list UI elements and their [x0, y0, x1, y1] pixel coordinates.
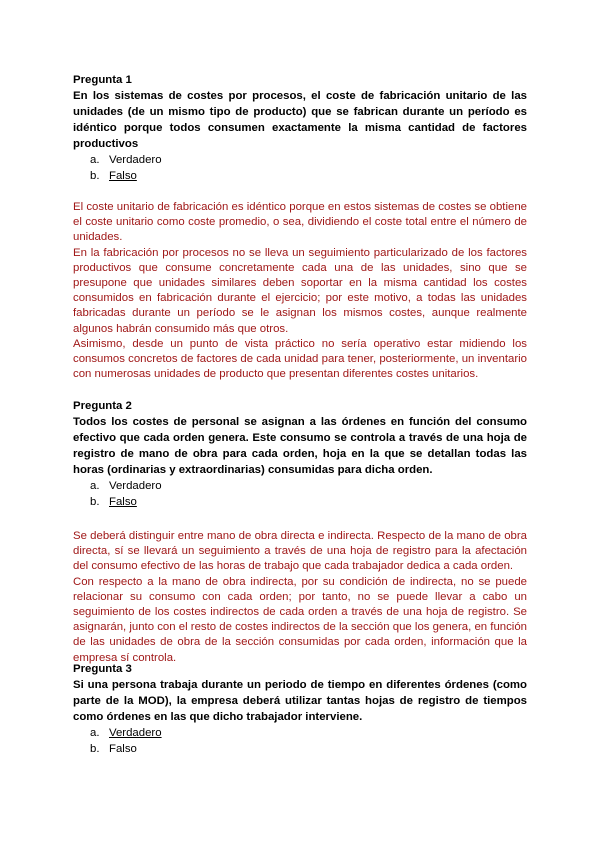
option-label-correct: Verdadero — [109, 727, 162, 739]
question-2-option-a — [90, 478, 527, 494]
option-letter: a. — [90, 154, 100, 166]
question-3 — [73, 661, 527, 757]
option-letter: b. — [90, 170, 100, 182]
question-2 — [73, 398, 527, 666]
question-2-title: Pregunta 2 — [73, 400, 132, 412]
question-1-options — [73, 152, 527, 184]
question-1-explanation — [73, 200, 527, 382]
explanation-paragraph: En la fabricación por procesos no se lleva un seguimiento particularizado de los factores productivos que consume concretamente cada una de las unidades, sino que se presupone que unidades similares deben soportar en la misma cantidad los costes consumidos en fabricación durante el ejercicio; por este motivo, a todas las unidades fabricadas durante un período se le asignan los mismos costes, aunque realmente algunos habrán consumido más que otros. — [73, 246, 527, 335]
explanation-paragraph: El coste unitario de fabricación es idéntico porque en estos sistemas de costes se obtiene el coste unitario como coste promedio, o sea, dividiendo el coste total entre el número de unidades. — [73, 201, 527, 244]
option-label: Verdadero — [109, 480, 162, 492]
option-label-correct: Falso — [109, 170, 137, 182]
option-letter: a. — [90, 727, 100, 739]
explanation-paragraph: Asimismo, desde un punto de vista práctico no sería operativo estar midiendo los consumos concretos de factores de cada unidad para tener, posteriormente, un inventario con numerosas unidades de producto que presentan diferentes costes unitarios. — [73, 337, 527, 381]
question-2-options — [73, 478, 527, 510]
question-1-option-b — [90, 168, 527, 184]
option-label-correct: Falso — [109, 496, 137, 508]
question-2-explanation — [73, 529, 527, 666]
option-letter: b. — [90, 496, 100, 508]
explanation-paragraph: Con respecto a la mano de obra indirecta, por su condición de indirecta, no se puede relacionar su consumo con cada orden; por tanto, no se puede llevar a cabo un seguimiento de los costes indirectos de cada orden a través de una hoja de registro. Se asignarán, junto con el resto de costes indirectos de la sección que los genera, en función de las unidades de obra de la sección consumidas por cada orden, información que la empresa sí controla. — [73, 575, 528, 664]
question-3-statement: Si una persona trabaja durante un periodo de tiempo en diferentes órdenes (como parte de la MOD), la empresa deberá utilizar tantas hojas de registro de tiempos como órdenes en las que dicho trabajador interviene. — [73, 679, 527, 723]
question-1-title: Pregunta 1 — [73, 74, 132, 86]
question-1-statement: En los sistemas de costes por procesos, el coste de fabricación unitario de las unidades (de un mismo tipo de producto) que se fabrican durante un período es idéntico porque todos consumen exactamente la misma cantidad de factores productivos — [73, 90, 527, 150]
question-1-option-a — [90, 152, 527, 168]
question-3-title: Pregunta 3 — [73, 663, 132, 675]
question-3-option-b — [90, 741, 527, 757]
option-label: Falso — [109, 743, 137, 755]
option-letter: a. — [90, 480, 100, 492]
question-2-option-b — [90, 494, 527, 510]
question-3-options — [73, 725, 527, 757]
explanation-paragraph: Se deberá distinguir entre mano de obra directa e indirecta. Respecto de la mano de obra directa, sí se llevará un seguimiento a través de una hoja de registro para la afectación del consumo efectivo de las horas de trabajo que cada trabajador dedica a cada orden. — [73, 530, 527, 573]
question-3-option-a — [90, 725, 527, 741]
option-label: Verdadero — [109, 154, 162, 166]
question-1 — [73, 72, 527, 382]
option-letter: b. — [90, 743, 100, 755]
question-2-statement: Todos los costes de personal se asignan a las órdenes en función del consumo efectivo que cada orden genera. Este consumo se controla a través de una hoja de registro de mano de obra para cada orden, hoja en la que se detallan todas las horas (ordinarias y extraordinarias) consumidas para dicha orden. — [73, 416, 527, 476]
